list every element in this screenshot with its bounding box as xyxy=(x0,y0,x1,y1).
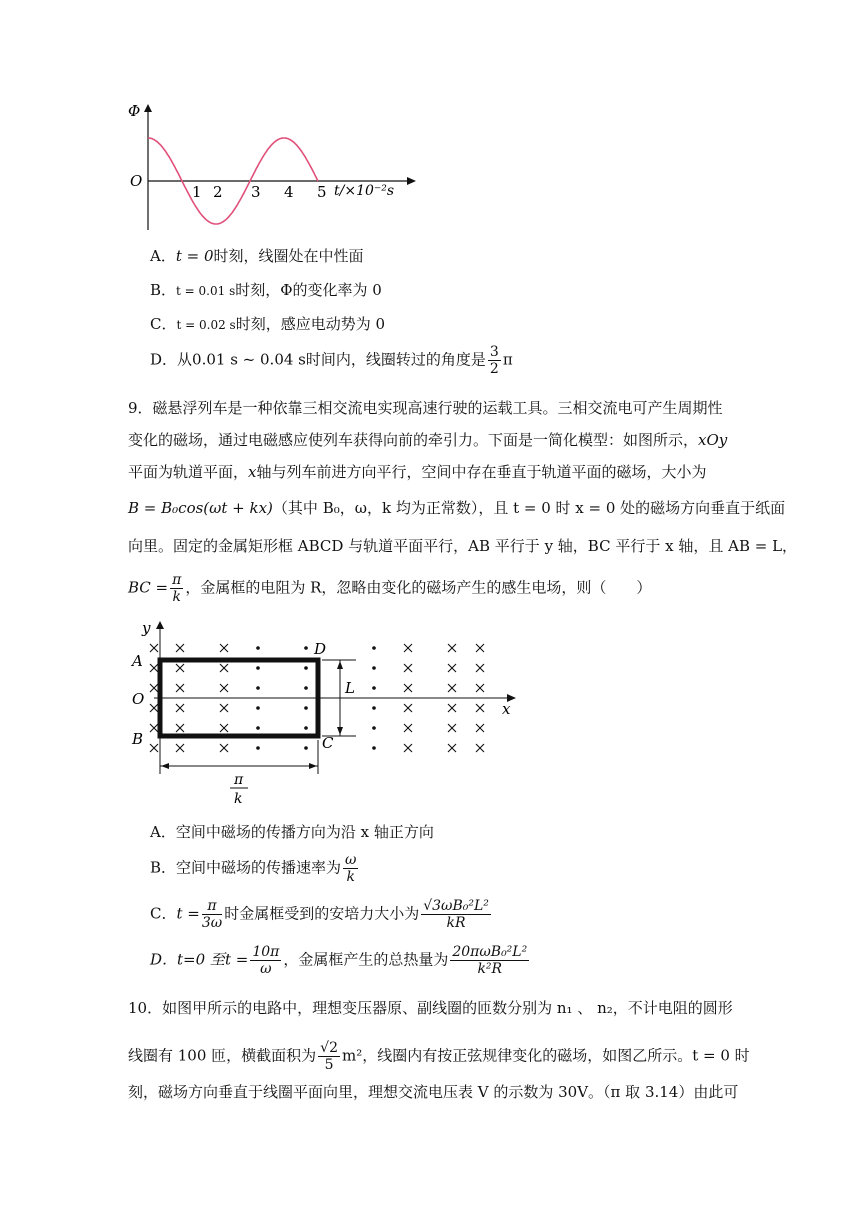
x-axis-arrow xyxy=(407,177,416,185)
field-out-of-page-symbol xyxy=(256,666,260,670)
x-axis-label: t/×10⁻²s xyxy=(334,183,395,199)
label-a: A xyxy=(132,652,143,670)
field-into-page-symbol xyxy=(220,704,228,712)
field-out-of-page-symbol xyxy=(304,706,308,710)
l-arrow-up xyxy=(337,661,343,669)
fig2-y-arrow xyxy=(156,621,164,629)
field-out-of-page-symbol xyxy=(304,686,308,690)
tick-label-2: 2 xyxy=(213,183,223,201)
q8-option-d: D．从0.01 s ~ 0.04 s时间内，线圈转过的角度是 $\frac{3}{2}$ π xyxy=(150,344,513,377)
tick-label-5: 5 xyxy=(317,183,327,201)
width-arrow-left xyxy=(161,763,169,769)
q10-line-3: 刻，磁场方向垂直于线圈平面向里，理想交流电压表 V 的示数为 30V。（π 取 3.14）由此可 xyxy=(128,1083,739,1101)
field-out-of-page-symbol xyxy=(304,646,308,650)
field-into-page-symbol xyxy=(404,644,412,652)
q10-line-2: 线圈有 100 匝，横截面积为 $\frac{√2}{5}$ m²，线圈内有按正弦规律变化的磁场，如图乙所示。t = 0 时 xyxy=(128,1040,750,1073)
field-into-page-symbol xyxy=(476,664,484,672)
q9-line-5: 向里。固定的金属矩形框 ABCD 与轨道平面平行，AB 平行于 y 轴，BC 平行于 x 轴，且 AB = L， xyxy=(128,537,798,555)
field-into-page-symbol xyxy=(176,724,184,732)
q9-option-b: B．空间中磁场的传播速率为 $\frac{\omega}{k}$ xyxy=(150,852,357,885)
label-c: C xyxy=(322,734,334,752)
q8-option-b: B．t = 0.01 s时刻，Φ的变化率为 0 xyxy=(150,281,382,299)
field-into-page-symbol xyxy=(404,704,412,712)
field-out-of-page-symbol xyxy=(372,706,376,710)
q9-line-6: BC = $\frac{\pi}{k}$ ，金属框的电阻为 R，忽略由变化的磁场产生的感生电场，则（ ） xyxy=(128,572,652,605)
q8-option-c: C．t = 0.02 s时刻，感应电动势为 0 xyxy=(150,315,385,333)
field-into-page-symbol xyxy=(220,664,228,672)
field-into-page-symbol xyxy=(404,684,412,692)
field-into-page-symbol xyxy=(150,644,158,652)
field-into-page-symbol xyxy=(176,744,184,752)
q9-option-a: A．空间中磁场的传播方向为沿 x 轴正方向 xyxy=(150,823,434,841)
field-out-of-page-symbol xyxy=(372,726,376,730)
field-into-page-symbol xyxy=(476,644,484,652)
field-out-of-page-symbol xyxy=(372,646,376,650)
q9-line-2: 变化的磁场，通过电磁感应使列车获得向前的牵引力。下面是一简化模型：如图所示，xOy xyxy=(128,431,728,449)
width-num: π xyxy=(234,772,244,788)
field-into-page-symbol xyxy=(448,684,456,692)
field-into-page-symbol xyxy=(476,684,484,692)
field-out-of-page-symbol xyxy=(256,646,260,650)
field-into-page-symbol xyxy=(404,724,412,732)
field-into-page-symbol xyxy=(448,664,456,672)
field-into-page-symbol xyxy=(220,684,228,692)
tick-label-1: 1 xyxy=(192,183,202,201)
field-out-of-page-symbol xyxy=(372,746,376,750)
q9-line-3: 平面为轨道平面，x轴与列车前进方向平行，空间中存在垂直于轨道平面的磁场，大小为 xyxy=(128,463,707,481)
field-out-of-page-symbol xyxy=(256,686,260,690)
origin-label: O xyxy=(130,172,143,190)
fig2-x-label: x xyxy=(502,700,511,718)
field-into-page-symbol xyxy=(476,724,484,732)
l-label: L xyxy=(345,679,355,697)
y-axis-arrow xyxy=(144,104,152,112)
field-into-page-symbol xyxy=(476,744,484,752)
field-into-page-symbol xyxy=(220,744,228,752)
y-axis-label: Φ xyxy=(128,102,141,120)
tick-label-3: 3 xyxy=(251,183,261,201)
width-arrow-right xyxy=(309,763,317,769)
field-into-page-symbol xyxy=(404,664,412,672)
field-out-of-page-symbol xyxy=(372,666,376,670)
field-into-page-symbol xyxy=(150,664,158,672)
field-out-of-page-symbol xyxy=(372,686,376,690)
label-b: B xyxy=(132,730,144,748)
field-into-page-symbol xyxy=(448,724,456,732)
field-into-page-symbol xyxy=(176,644,184,652)
field-out-of-page-symbol xyxy=(256,706,260,710)
field-into-page-symbol xyxy=(176,664,184,672)
magnetic-field-frame-figure xyxy=(126,616,526,810)
field-into-page-symbol xyxy=(176,704,184,712)
field-out-of-page-symbol xyxy=(256,726,260,730)
field-out-of-page-symbol xyxy=(304,726,308,730)
field-into-page-symbol xyxy=(448,744,456,752)
flux-time-graph xyxy=(120,100,430,240)
l-arrow-down xyxy=(337,727,343,735)
field-into-page-symbol xyxy=(150,744,158,752)
field-into-page-symbol xyxy=(150,684,158,692)
label-o: O xyxy=(132,690,145,708)
label-d: D xyxy=(314,640,327,658)
field-into-page-symbol xyxy=(448,644,456,652)
field-into-page-symbol xyxy=(476,704,484,712)
field-out-of-page-symbol xyxy=(304,666,308,670)
field-into-page-symbol xyxy=(404,744,412,752)
q9-line-4: B = B₀cos(ωt + kx)（其中 B₀，ω，k 均为正常数），且 t = 0 时 x = 0 处的磁场方向垂直于纸面 xyxy=(128,499,786,517)
field-into-page-symbol xyxy=(176,684,184,692)
field-into-page-symbol xyxy=(150,704,158,712)
fig2-y-label: y xyxy=(142,619,151,637)
field-into-page-symbol xyxy=(220,724,228,732)
field-out-of-page-symbol xyxy=(256,746,260,750)
field-into-page-symbol xyxy=(220,644,228,652)
field-out-of-page-symbol xyxy=(304,746,308,750)
tick-label-4: 4 xyxy=(284,183,294,201)
q9-option-d: D．t=0 至t = $\frac{10\pi}{\omega}$ ，金属框产生的总热量为 $\frac{\text{20πωB₀²L²}}{\text{k²R}}$ xyxy=(150,944,528,977)
q10-line-1: 10．如图甲所示的电路中，理想变压器原、副线圈的匝数分别为 n₁ 、 n₂，不计电阻的圆形 xyxy=(128,999,733,1017)
q9-option-c: C．t = $\frac{\pi}{3\omega}$ 时金属框受到的安培力大小为 $\frac{\text{√3ωB₀²L²}}{kR}$ xyxy=(150,898,489,931)
q8-option-a: A．t = 0时刻，线圈处在中性面 xyxy=(150,247,364,265)
field-into-page-symbol xyxy=(150,724,158,732)
width-den: k xyxy=(234,791,243,807)
field-into-page-symbol xyxy=(448,704,456,712)
q9-line-1: 9．磁悬浮列车是一种依靠三相交流电实现高速行驶的运载工具。三相交流电可产生周期性 xyxy=(128,399,723,417)
